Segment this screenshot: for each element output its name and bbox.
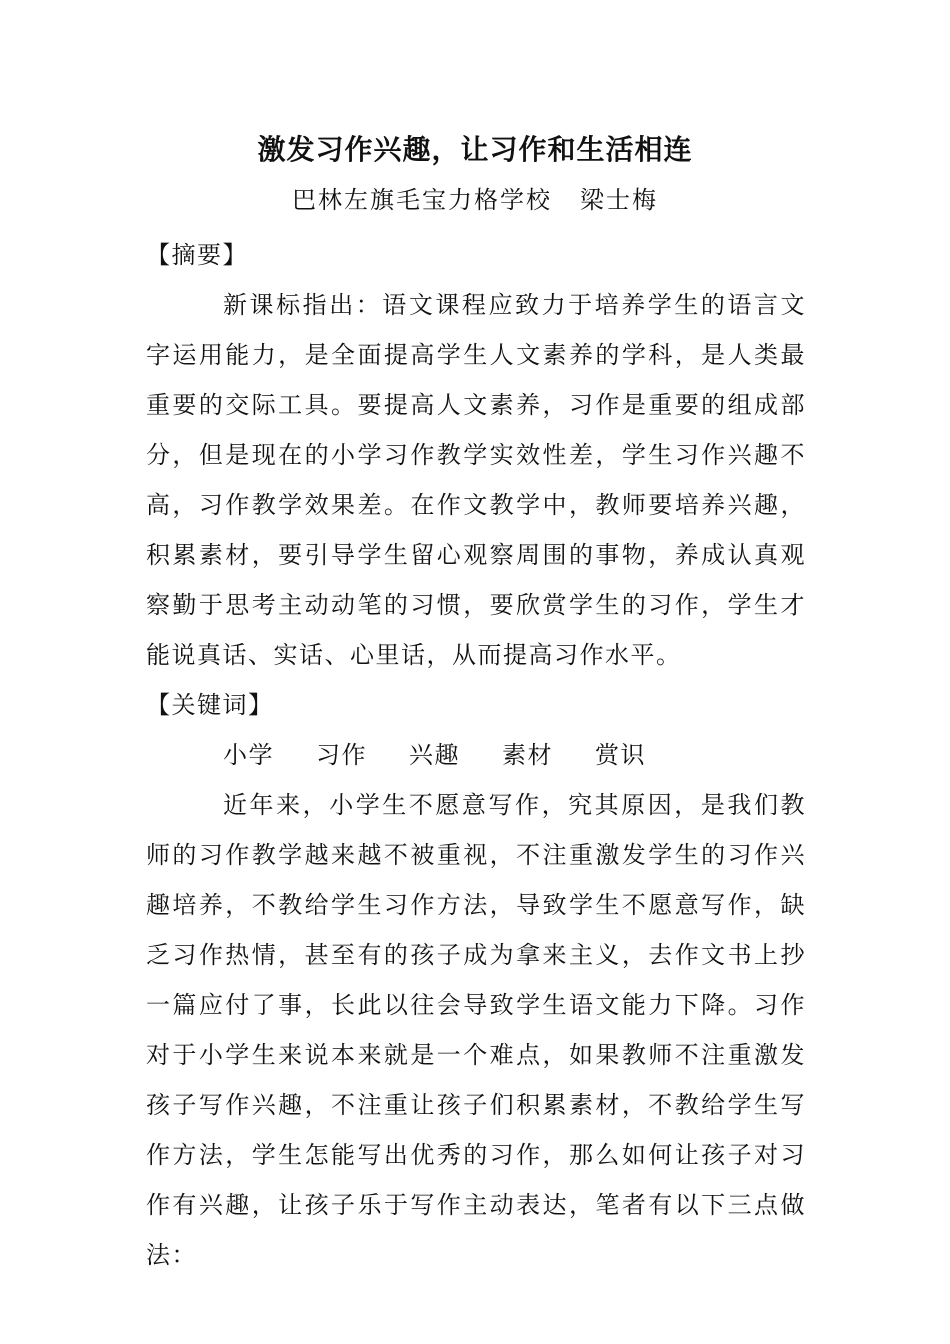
abstract-heading: 【摘要】 [146,241,248,269]
keyword: 兴趣 [409,741,460,769]
document-title: 激发习作兴趣，让习作和生活相连 [257,133,693,166]
document-body [146,230,806,1280]
author-name: 梁士梅 [580,186,658,214]
author-line [0,182,950,218]
keywords-list [146,730,806,780]
keyword: 赏识 [595,741,646,769]
keywords-heading: 【关键词】 [146,691,274,719]
abstract-paragraph: 新课标指出：语文课程应致力于培养学生的语言文字运用能力，是全面提高学生人文素养的学科，是人类最重要的交际工具。要提高人文素养，习作是重要的组成部分，但是现在的小学习作教学实效性差，学生习作兴趣不高，习作教学效果差。在作文教学中，教师要培养兴趣，积累素材，要引导学生留心观察周围的事物，养成认真观察勤于思考主动动笔的习惯，要欣赏学生的习作，学生才能说真话、实话、心里话，从而提高习作水平。 [146,291,806,669]
intro-paragraph: 近年来，小学生不愿意写作，究其原因，是我们教师的习作教学越来越不被重视，不注重激发学生的习作兴趣培养，不教给学生习作方法，导致学生不愿意写作，缺乏习作热情，甚至有的孩子成为拿来主义，去作文书上抄一篇应付了事，长此以往会导致学生语文能力下降。习作对于小学生来说本来就是一个难点，如果教师不注重激发孩子写作兴趣，不注重让孩子们积累素材，不教给学生写作方法，学生怎能写出优秀的习作，那么如何让孩子对习作有兴趣，让孩子乐于写作主动表达，笔者有以下三点做法： [146,791,806,1269]
keyword: 素材 [502,741,553,769]
keyword: 习作 [316,741,367,769]
author-school: 巴林左旗毛宝力格学校 [292,186,552,214]
keyword: 小学 [223,741,274,769]
